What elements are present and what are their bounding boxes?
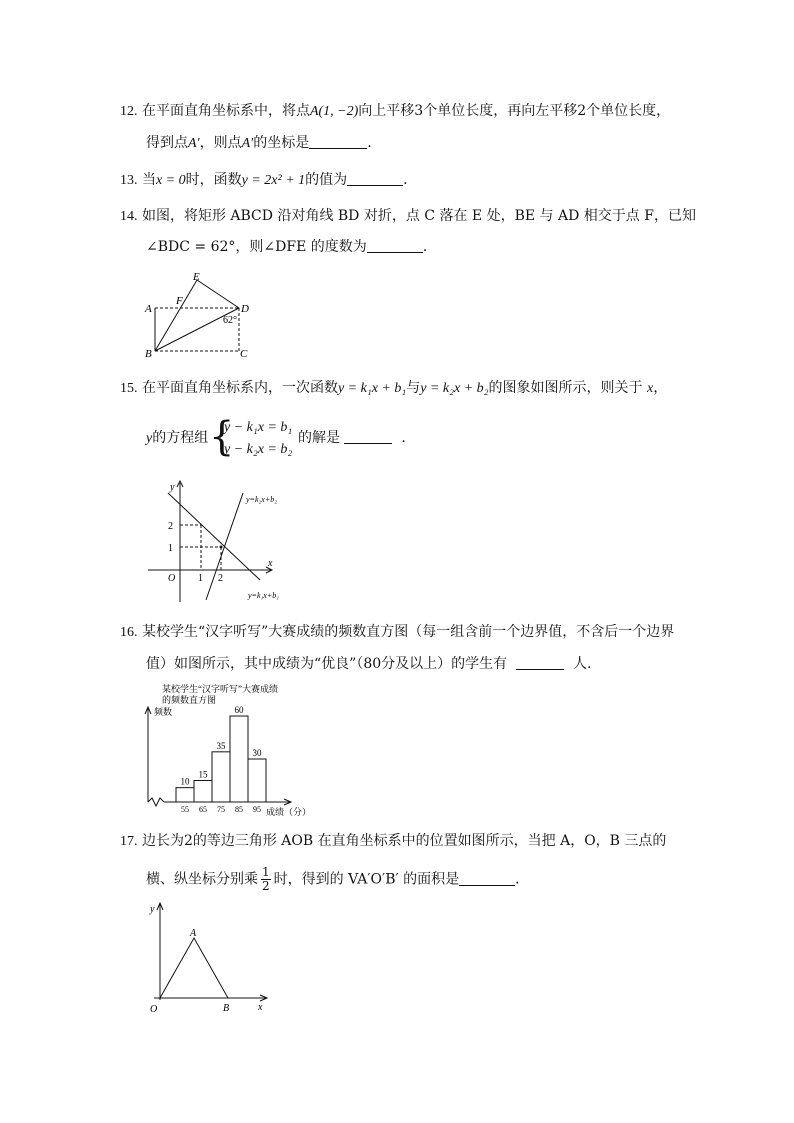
answer-blank[interactable] (309, 134, 367, 149)
answer-blank[interactable] (459, 871, 515, 886)
histogram-chart (144, 680, 334, 820)
q16-line-1 (120, 622, 674, 643)
q12-line-1 (120, 101, 670, 122)
q13-text: 的值为 (305, 172, 348, 188)
x-tick-1: 1 (198, 573, 203, 584)
q15-function-1: y = k₁x + b₁ (337, 381, 407, 396)
q12-line-2 (146, 133, 372, 154)
y-axis-label: 频数 (154, 707, 173, 717)
label-d: D (241, 303, 249, 315)
question-number: 16. (120, 625, 138, 640)
histogram-bar (212, 752, 230, 802)
q13-text: 时，函数 (185, 172, 242, 188)
chart-title-line-2: 的频数直方图 (162, 695, 217, 705)
q16-text: 值）如图所示，其中成绩为“优良”（80分及以上）的学生有 (146, 656, 508, 672)
q15-line-1 (120, 378, 667, 399)
q14-line-2 (146, 237, 427, 257)
axis-y-label: y (150, 904, 155, 915)
x-tick-2: 2 (218, 573, 223, 584)
q12-var: A′ (241, 136, 254, 151)
x-axis-label: 成绩（分） (266, 807, 312, 817)
q12-text: 在平面直角坐标系中，将点 (141, 103, 310, 119)
bar-value-label: 60 (234, 705, 244, 715)
q15-text: 与 (406, 380, 421, 396)
angle-label: 62° (223, 315, 237, 326)
label-b: B (223, 1003, 230, 1014)
q12-text: 向上平移3个单位长度，再向左平移2个单位长度， (358, 103, 671, 119)
q13-condition: x = 0 (155, 173, 186, 188)
histogram-bar (194, 781, 212, 803)
question-number: 14. (120, 209, 138, 224)
q17-text: 边长为2的等边三角形 AOB 在直角坐标系中的位置如图所示，当把 A，O，B 三点的 (141, 833, 667, 849)
fraction (261, 866, 271, 893)
chart-title-line-1: 某校学生“汉字听写”大赛成绩 (162, 684, 278, 694)
q15-text: ， (653, 380, 668, 396)
q15-text: 在平面直角坐标系内，一次函数 (141, 380, 338, 396)
q16-text: 人. (572, 656, 592, 672)
bar-value-label: 15 (198, 769, 208, 780)
q14-text: . (422, 239, 428, 255)
q15-text: 的方程组 (152, 430, 209, 446)
x-tick-label: 95 (253, 805, 261, 814)
histogram-bar (176, 788, 194, 802)
q12-text: 的坐标是 (253, 135, 310, 151)
axis-x-label: x (258, 1002, 263, 1013)
question-number: 15. (120, 381, 138, 396)
label-c: C (240, 348, 248, 360)
label-b: B (145, 348, 152, 360)
histogram-bar (230, 716, 248, 802)
q16-text: 某校学生“汉字听写”大赛成绩的频数直方图（每一组含前一个边界值，不含后一个边界 (141, 624, 675, 640)
q17-text: . (515, 871, 520, 888)
question-number: 17. (120, 834, 138, 849)
system-brace: { (209, 414, 235, 460)
axis-x-label: x (268, 558, 273, 569)
answer-blank[interactable] (344, 429, 392, 444)
q15-var: y (146, 431, 153, 446)
y-tick-1: 1 (168, 543, 173, 554)
label-o: O (150, 1004, 158, 1015)
line-2-label: y=k₂x+b₂ (246, 495, 278, 504)
x-tick-label: 65 (199, 805, 207, 814)
axis-y-label: y (170, 482, 175, 493)
q16-line-2 (146, 654, 591, 674)
q14-text: 如图，将矩形 ABCD 沿对角线 BD 对折，点 C 落在 E 处，BE 与 AD 相交于点 F，已知 (141, 208, 696, 224)
q17-line-1 (120, 831, 666, 852)
fraction-numerator: 1 (262, 865, 270, 879)
equation-2: y − k₂x = b₂ (224, 442, 293, 457)
x-tick-label: 75 (217, 805, 225, 814)
q17-line-2 (146, 866, 520, 893)
q13-function: y = 2x² + 1 (241, 173, 306, 188)
x-tick-label: 85 (235, 805, 243, 814)
q17-text: 横、纵坐标分别乘 (146, 871, 258, 888)
question-number: 13. (120, 173, 138, 188)
bar-value-label: 30 (252, 748, 262, 758)
label-a: A (145, 303, 152, 315)
label-e: E (193, 271, 200, 283)
q15-text: 的图象如图所示，则关于 (488, 380, 643, 396)
origin-label: O (168, 573, 176, 584)
q14-line-1 (120, 206, 696, 227)
q15-function-2: y = k₂x + b₂ (420, 381, 489, 396)
y-tick-2: 2 (168, 521, 173, 532)
q15-var: x (646, 381, 654, 396)
bar-value-label: 10 (180, 776, 190, 787)
bar-value-label: 35 (216, 740, 226, 751)
q15-text: 的解是 (298, 430, 340, 446)
q15-text: . (401, 430, 406, 446)
q12-text: 得到点 (146, 135, 188, 151)
q12-text: ，则点 (199, 135, 242, 151)
q13-text: 当 (141, 172, 156, 188)
q15-line-2-end (298, 428, 406, 448)
line-1-label: y=k₁x+b₁ (248, 591, 280, 600)
answer-blank[interactable] (347, 171, 403, 186)
fraction-denominator: 2 (262, 879, 270, 893)
q14-figure (140, 268, 260, 363)
q17-figure (148, 900, 278, 1015)
x-tick-label: 55 (181, 805, 189, 814)
label-a: A (190, 928, 197, 939)
q12-var: A′ (188, 136, 200, 151)
q14-text: ∠BDC = 62°，则∠DFE 的度数为 (146, 239, 367, 255)
q13-text: . (403, 172, 408, 188)
label-f: F (176, 295, 183, 307)
q17-text: 时，得到的 VA′O′B′ 的面积是 (273, 871, 460, 888)
equation-1: y − k₁x = b₁ (224, 420, 293, 435)
answer-blank[interactable] (367, 238, 423, 253)
q15-figure (148, 478, 298, 608)
answer-blank[interactable] (516, 655, 564, 670)
q13-line (120, 170, 408, 191)
histogram-bar (248, 759, 266, 802)
q12-point: A(1, −2) (309, 104, 359, 119)
question-number: 12. (120, 104, 138, 119)
q12-text: . (367, 135, 372, 151)
intersection-point (220, 546, 223, 549)
q15-line-2 (146, 428, 208, 449)
